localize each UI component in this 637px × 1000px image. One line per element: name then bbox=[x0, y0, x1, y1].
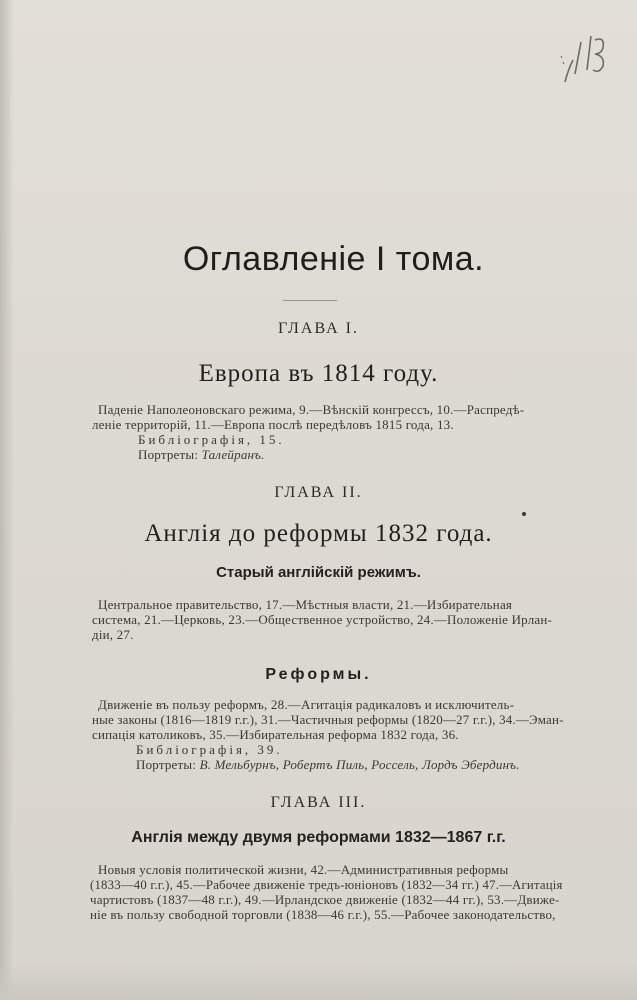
chapter-2-label: ГЛАВА II. bbox=[274, 484, 363, 501]
portraits-label: Портреты: bbox=[138, 447, 199, 462]
chapter-2-bibliography: Библіографія, 39. bbox=[136, 742, 283, 757]
chapter-2-section-1-line-1: Центральное правительство, 17.—Мѣстныя власти, 21.—Избирательная bbox=[98, 597, 513, 612]
chapter-2-section-2-line-1: Движеніе въ пользу реформъ, 28.—Агитація радикаловъ и исключитель- bbox=[98, 697, 515, 712]
chapter-2-section-1-heading: Старый англійскій режимъ. bbox=[216, 564, 421, 581]
chapter-2-title: Англія до реформы 1832 года. bbox=[144, 520, 493, 547]
chapter-3-line-4: ніе въ пользу свободной торговли (1838—46 г.г.), 55.—Рабочее законодательство, bbox=[90, 907, 556, 922]
chapter-1-bibliography: Библіографія, 15. bbox=[138, 432, 285, 447]
chapter-2-portraits bbox=[136, 757, 520, 772]
handwritten-page-number bbox=[559, 30, 611, 90]
portraits-label: Портреты: bbox=[136, 757, 197, 772]
page-title: Оглавленіе I тома. bbox=[182, 240, 485, 278]
portraits-names: Талейранъ. bbox=[201, 447, 265, 462]
chapter-3-title: Англія между двумя реформами 1832—1867 г.г. bbox=[131, 829, 506, 846]
chapter-1-title: Европа въ 1814 году. bbox=[198, 360, 439, 387]
title-divider bbox=[283, 300, 337, 301]
chapter-1-label: ГЛАВА I. bbox=[278, 320, 359, 337]
chapter-2-section-2-line-3: сипація католиковъ, 35.—Избирательная реформа 1832 года, 36. bbox=[92, 727, 459, 742]
chapter-3-line-1: Новыя условія политической жизни, 42.—Административныя реформы bbox=[98, 862, 509, 877]
chapter-2-section-2-line-2: ные законы (1816—1819 г.г.), 31.—Частичныя реформы (1820—27 г.г.), 34.—Эман- bbox=[92, 712, 564, 727]
chapter-2-section-1-line-3: діи, 27. bbox=[92, 627, 134, 642]
chapter-3-line-3: чартистовъ (1837—48 г.г.), 49.—Ирландское движеніе (1832—44 гг.), 53.—Движе- bbox=[90, 892, 560, 907]
chapter-2-section-1-line-2: система, 21.—Церковь, 23.—Общественное устройство, 24.—Положеніе Ирлан- bbox=[92, 612, 553, 627]
chapter-2-section-2-heading: Реформы. bbox=[265, 666, 372, 683]
chapter-1-line-2: леніе территорій, 11.—Европа послѣ передѣловъ 1815 года, 13. bbox=[92, 417, 454, 432]
chapter-3-label: ГЛАВА III. bbox=[270, 794, 367, 811]
portraits-names: В. Мельбурнъ, Робертъ Пиль, Россель, Лордъ Эбердинъ. bbox=[199, 757, 520, 772]
chapter-3-line-2: (1833—40 г.г.), 45.—Рабочее движеніе тредъ-юніоновъ (1832—34 гг.) 47.—Агитація bbox=[90, 877, 563, 892]
chapter-1-portraits bbox=[138, 447, 265, 462]
ink-speck bbox=[522, 512, 526, 516]
chapter-1-line-1: Паденіе Наполеоновскаго режима, 9.—Вѣнскій конгрессъ, 10.—Распредѣ- bbox=[98, 402, 525, 417]
page-bottom-edge bbox=[0, 962, 637, 1000]
